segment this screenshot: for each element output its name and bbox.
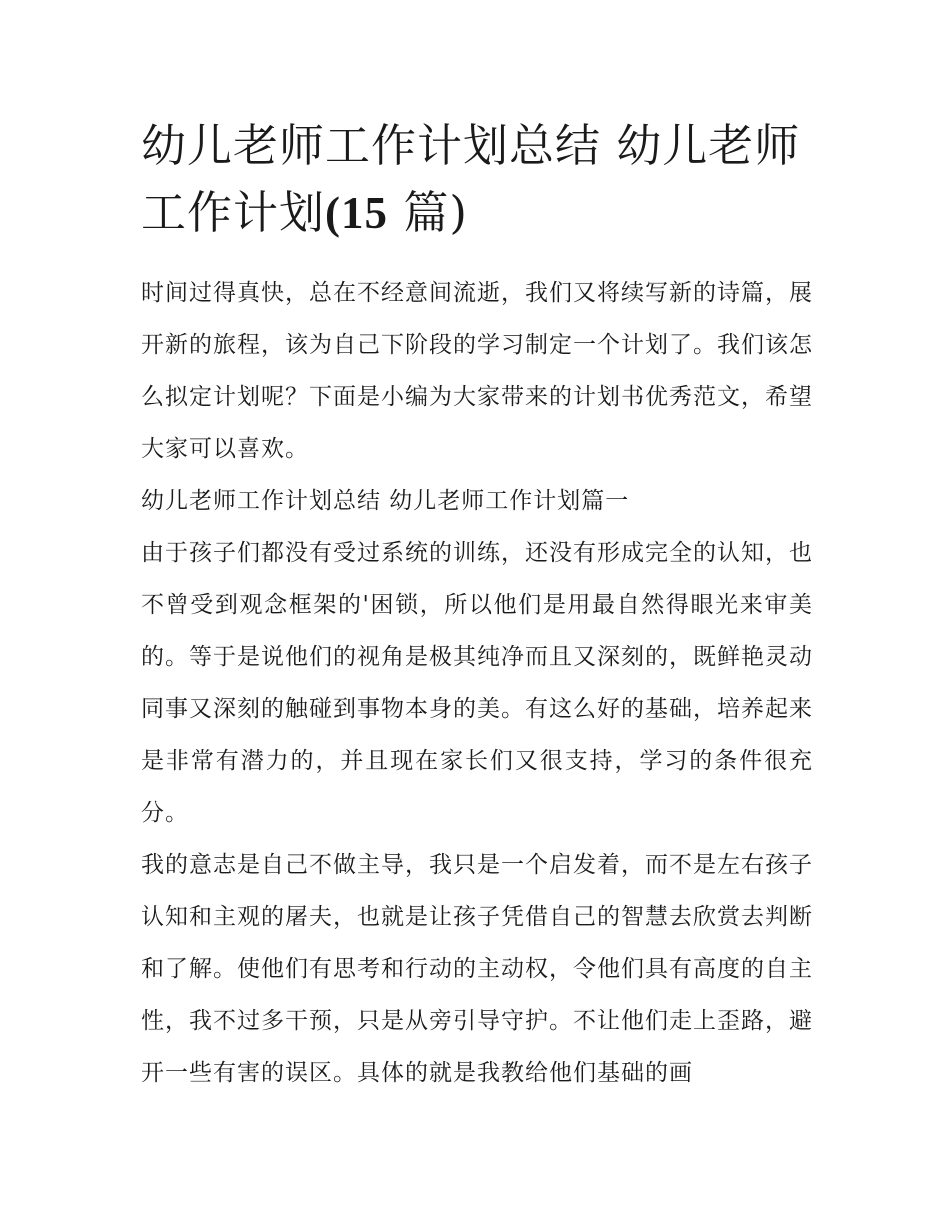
document-body [141, 112, 813, 1099]
body-paragraph: 由于孩子们都没有受过系统的训练，还没有形成完全的认知，也不曾受到观念框架的'困锁，所以他们是用最自然得眼光来审美的。等于是说他们的视角是极其纯净而且又深刻的，既鲜艳灵动同事又深刻的触碰到事物本身的美。有这么好的基础，培养起来是非常有潜力的，并且现在家长们又很支持，学习的条件很充分。 [141, 540, 813, 826]
section-heading: 幼儿老师工作计划总结 幼儿老师工作计划篇一 [141, 488, 630, 514]
document-title [141, 112, 813, 247]
title-text: 幼儿老师工作计划总结 幼儿老师工作计划 [141, 119, 801, 239]
title-count: (15 [325, 188, 389, 238]
body-paragraph: 我的意志是自己不做主导，我只是一个启发着，而不是左右孩子认知和主观的屠夫，也就是让孩子凭借自己的智慧去欣赏去判断和了解。使他们有思考和行动的主动权，令他们具有高度的自主性，我不过多干预，只是从旁引导守护。不让他们走上歪路，避开一些有害的误区。具体的就是我教给他们基础的画 [141, 852, 813, 1086]
intro-paragraph: 时间过得真快，总在不经意间流逝，我们又将续写新的诗篇，展开新的旅程，该为自己下阶段的学习制定一个计划了。我们该怎么拟定计划呢？下面是小编为大家带来的计划书优秀范文，希望大家可以喜欢。 [141, 280, 813, 462]
title-suffix: 篇) [388, 186, 468, 239]
